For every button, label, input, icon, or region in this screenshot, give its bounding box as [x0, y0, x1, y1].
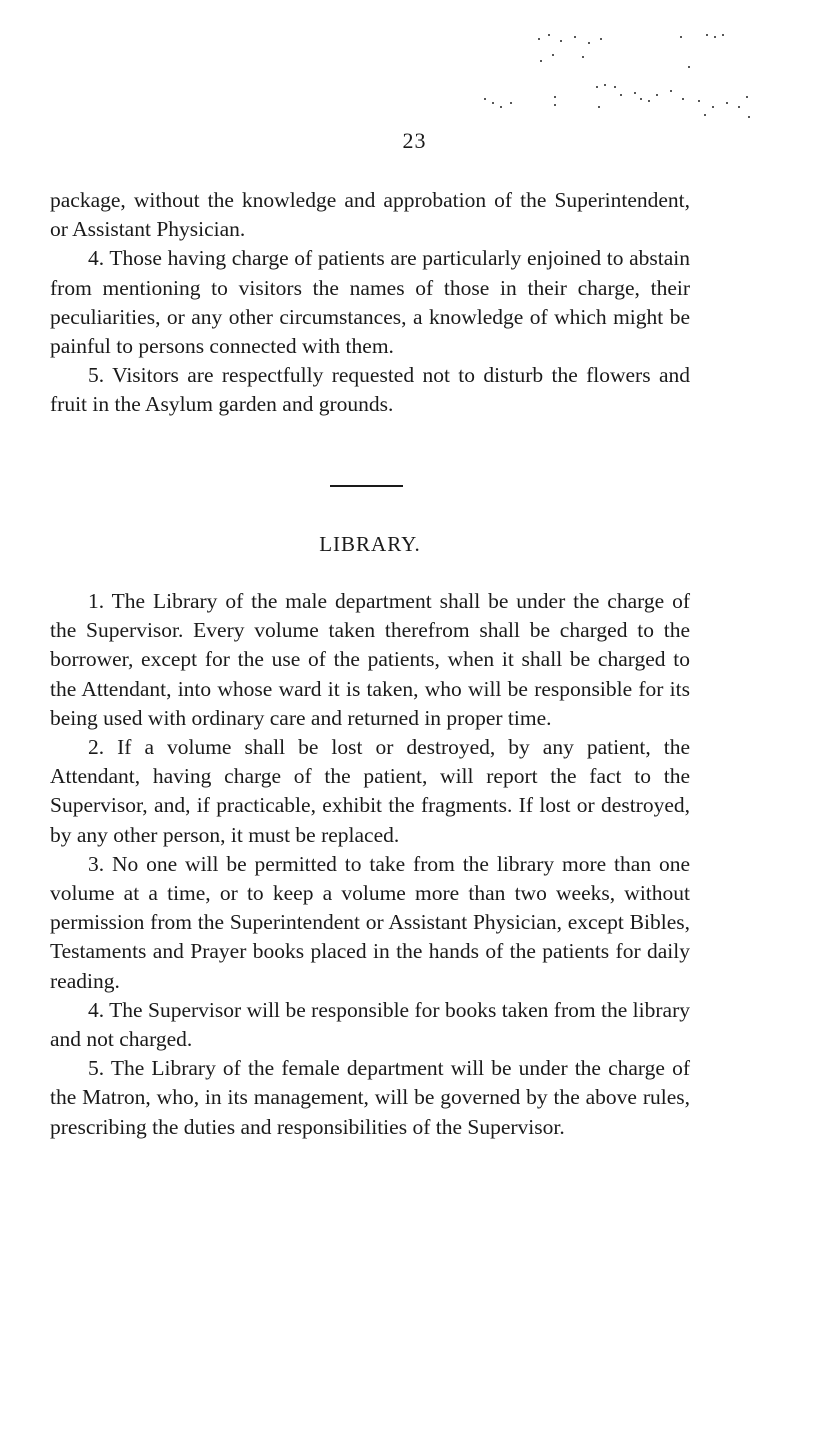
paragraph-rule-5: 5. Visitors are respectfully requested not to disturb the flowers and fruit in the Asylum garden and grounds. — [50, 363, 690, 417]
scan-specks — [470, 20, 770, 120]
paragraph-rule-4: 4. Those having charge of patients are particularly enjoined to abstain from mentioning to visitors the names of those in their charge, their peculiarities, or any other circumstances, a knowledge of which might be painful to persons connected with them. — [50, 246, 690, 359]
top-section — [50, 186, 690, 420]
library-rule-1: 1. The Library of the male department shall be under the charge of the Supervisor. Every volume taken therefrom shall be charged to the borrower, except for the use of the patients, when it shall be charged to the Attendant, into whose ward it is taken, who will be responsible for its being used with ordinary care and returned in proper time. — [50, 589, 690, 730]
library-rule-3: 3. No one will be permitted to take from the library more than one volume at a time, or to keep a volume more than two weeks, without permission from the Superintendent or Assistant Physician, except Bibles, Testaments and Prayer books placed in the hands of the patients for daily reading. — [50, 851, 690, 993]
library-rule-5: 5. The Library of the female department will be under the charge of the Matron, who, in its management, will be governed by the above rules, prescribing the duties and responsibilities of the Supervisor. — [50, 1056, 690, 1139]
section-divider — [330, 485, 403, 487]
library-heading: LIBRARY. — [319, 532, 421, 556]
library-rule-2: 2. If a volume shall be lost or destroyed, by any patient, the Attendant, having charge of the patient, will report the fact to the Supervisor, and, if practicable, exhibit the fragments. If lost or destroyed, by any other person, it must be replaced. — [50, 735, 690, 847]
paragraph-continuation: package, without the knowledge and approbation of the Superintendent, or Assistant Physician. — [50, 188, 690, 242]
page-number: 23 — [402, 128, 427, 153]
library-section — [50, 587, 690, 1142]
library-rule-4: 4. The Supervisor will be responsible for books taken from the library and not charged. — [50, 997, 690, 1052]
